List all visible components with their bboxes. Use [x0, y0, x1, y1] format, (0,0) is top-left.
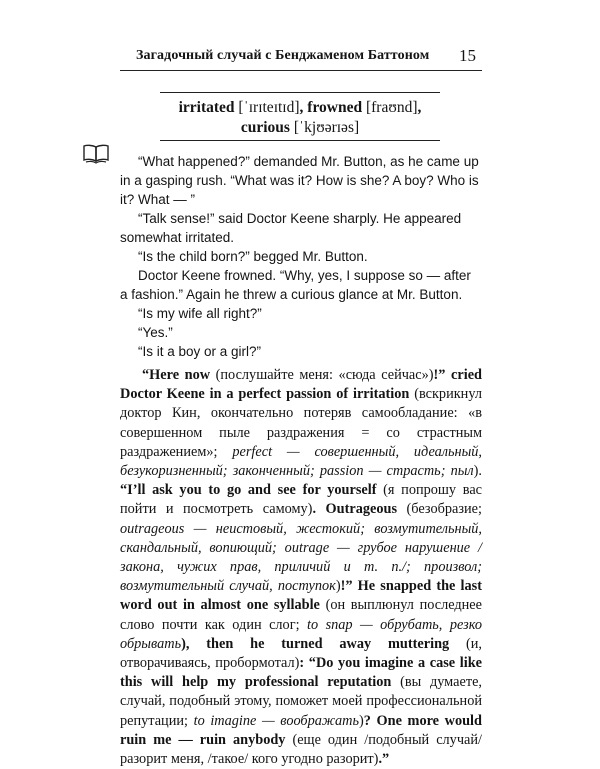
english-phrase: ), then he turned away muttering — [181, 635, 450, 652]
vocab-transcription: [ˈɪrɪteɪtɪd] — [238, 99, 300, 116]
running-header — [120, 46, 476, 70]
english-phrase: “I’ll ask you to go and see for yourself — [120, 482, 377, 499]
translation: ) — [359, 712, 364, 729]
vocab-line-2 — [120, 118, 480, 138]
translation: (я попрошу вас пойти и посмотреть самому) — [120, 482, 483, 518]
vocab-rule-top — [160, 92, 440, 93]
vocab-word-irritated: irritated — [178, 99, 235, 116]
english-phrase: : “Do you imagine a case like this will help my professional reputation — [120, 655, 482, 691]
gloss: to imagine — воображать — [193, 712, 359, 729]
book-icon — [82, 144, 110, 164]
gloss: to snap — обрубать, резко обрывать — [120, 616, 483, 652]
page-number: 15 — [459, 46, 476, 65]
english-phrase: . Outrageous — [312, 501, 398, 518]
english-paragraph: “Is it a boy or a girl?” — [138, 344, 262, 359]
header-rule — [120, 70, 482, 71]
running-title: Загадочный случай с Бенджаменом Баттоном — [136, 48, 430, 63]
gloss: outrageous — неистовый, жестокий; возмутительный, скандальный, вопиющий; outrage — грубое нарушение /закона, чужих прав, приличий и т. п./; произвол; возмутительный случай, поступок — [120, 520, 482, 595]
english-phrase: !” He snapped the last word out in almost one syllable — [120, 578, 482, 614]
vocab-transcription: [ˈkjʊərɪəs] — [293, 119, 360, 136]
english-phrase: ? One more would ruin me — ruin anybody — [120, 712, 482, 748]
english-phrase: !” cried Doctor Keene in a perfect passion of irritation — [120, 367, 482, 403]
english-paragraph: “Is the child born?” begged Mr. Button. — [138, 249, 368, 264]
english-phrase: .” — [378, 751, 390, 768]
translation: ) — [335, 578, 341, 595]
translation: (вскрикнул доктор Кин, окончательно потеряв самообладание: «в совершенном пыле раздражения = со страстным раздражением»; — [120, 386, 482, 460]
vocab-transcription: [fraʊnd] — [365, 99, 418, 116]
english-paragraph: “What happened?” demanded Mr. Button, as he came up in a gasping rush. “What was it? How is she? A boy? Who is it? What — ” — [120, 154, 479, 207]
translation: ). — [473, 463, 482, 480]
english-text — [120, 152, 480, 361]
translation: (еще один /подобный случай/ разорит меня, /такое/ кого угодно разорит) — [120, 731, 482, 768]
vocab-line-1: irritated [ˈɪrɪteɪtɪd], frowned [fraʊnd], — [178, 99, 422, 116]
translation: (он выплюнул последнее слово почти как один слог; — [120, 597, 482, 633]
english-paragraph: “Is my wife all right?” — [138, 306, 262, 321]
commentary-paragraph — [120, 366, 482, 769]
gloss: perfect — совершенный, идеальный, безукоризненный; законченный; passion — страсть; пыл — [120, 443, 482, 480]
translation: (послушайте меня: «сюда сейчас») — [210, 367, 434, 383]
english-paragraph: Doctor Keene frowned. “Why, yes, I suppose so — after a fashion.” Again he threw a curious glance at Mr. Button. — [120, 268, 471, 302]
translation: (безобразие; — [397, 501, 482, 518]
english-paragraph: “Talk sense!” said Doctor Keene sharply. He appeared somewhat irritated. — [120, 211, 462, 245]
vocab-word-curious: curious — [240, 119, 290, 136]
vocab-rule-bottom — [160, 140, 440, 141]
translation: (и, отворачиваясь, пробормотал) — [120, 635, 483, 672]
english-paragraph: “Yes.” — [138, 325, 173, 340]
vocabulary-box — [120, 98, 480, 138]
translation: (вы думаете, случай, подобный этому, поможет моей профессиональной репутации; — [120, 674, 482, 729]
vocab-word-frowned: frowned — [307, 99, 363, 116]
english-phrase: “Here now — [142, 367, 211, 383]
